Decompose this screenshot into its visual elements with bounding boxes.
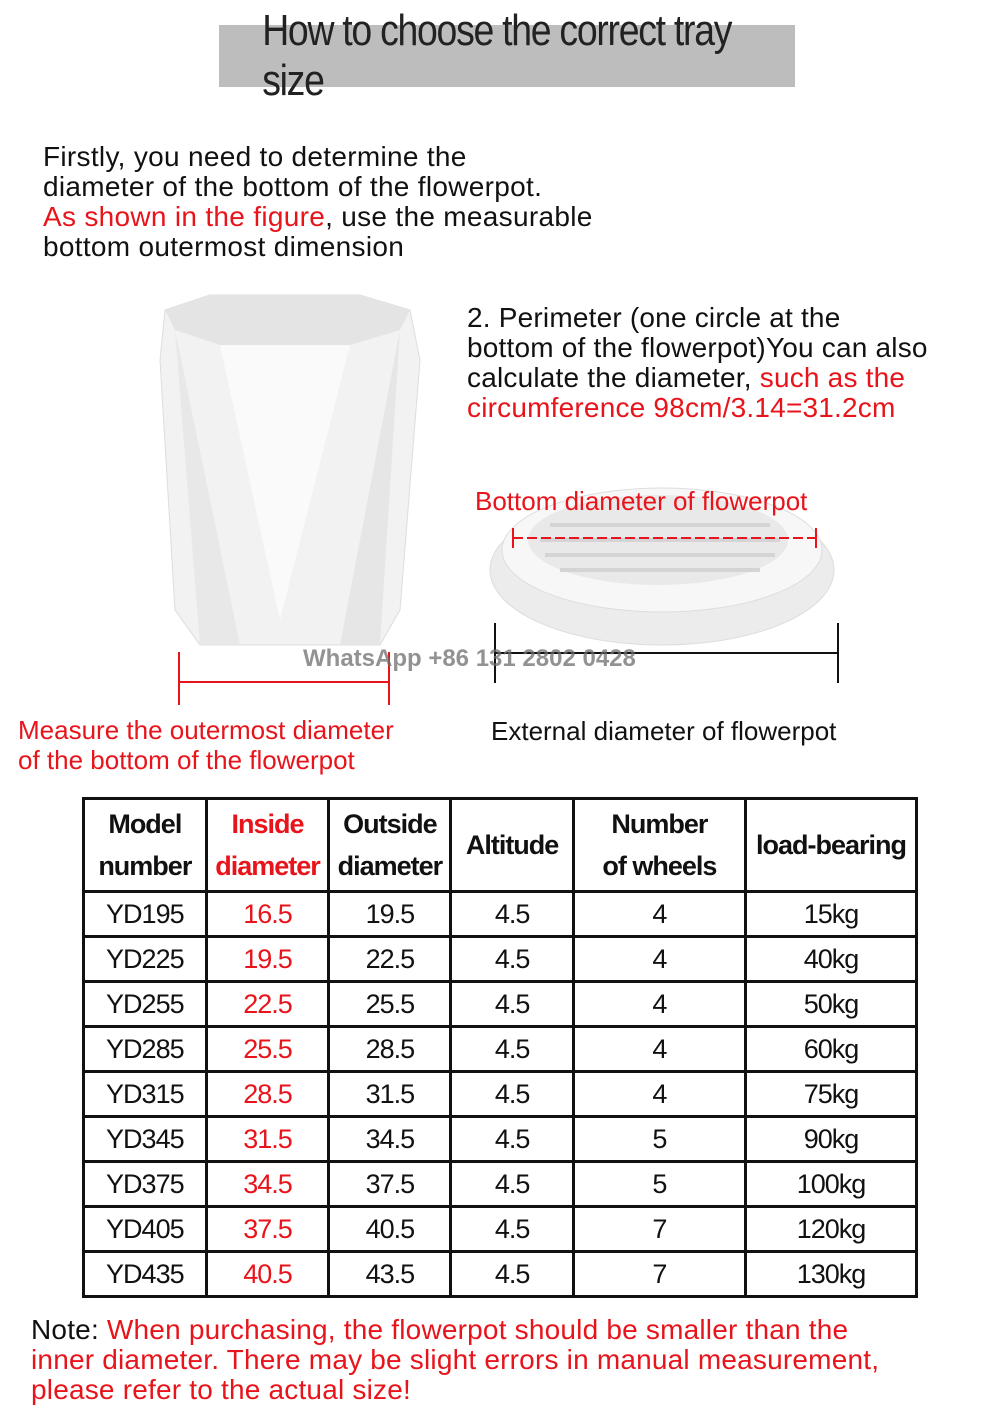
table-cell: 40.5 — [206, 1252, 329, 1297]
table-row — [84, 1252, 917, 1297]
header-inside: Inside diameter — [206, 799, 329, 892]
table-cell: 4.5 — [451, 937, 574, 982]
table-cell: 130kg — [745, 1252, 916, 1297]
table-header — [84, 799, 917, 892]
table-cell: 4 — [573, 1027, 745, 1072]
header-load: load-bearing — [745, 799, 916, 892]
table-cell: 37.5 — [206, 1207, 329, 1252]
table-row — [84, 1207, 917, 1252]
table-cell: 43.5 — [329, 1252, 451, 1297]
table-cell: 50kg — [745, 982, 916, 1027]
external-diameter-label: External diameter of flowerpot — [491, 716, 837, 746]
table-cell: 34.5 — [206, 1162, 329, 1207]
perimeter-text: 2. Perimeter (one circle at the bottom of the flowerpot)You can also calculate the diameter, such as the circumference 98cm/3.14=31.2cm — [467, 302, 928, 423]
table-cell: 4.5 — [451, 1252, 574, 1297]
table-cell: YD405 — [84, 1207, 207, 1252]
table-cell: YD375 — [84, 1162, 207, 1207]
table-cell: 4.5 — [451, 1117, 574, 1162]
table-cell: 7 — [573, 1207, 745, 1252]
table-cell: 19.5 — [206, 937, 329, 982]
table-cell: 60kg — [745, 1027, 916, 1072]
table-cell: 7 — [573, 1252, 745, 1297]
table-row — [84, 982, 917, 1027]
header-wheels: Number of wheels — [573, 799, 745, 892]
table-cell: 22.5 — [329, 937, 451, 982]
table-row — [84, 1072, 917, 1117]
table-cell: 25.5 — [329, 982, 451, 1027]
table-cell: 4.5 — [451, 982, 574, 1027]
table-cell: 75kg — [745, 1072, 916, 1117]
table-cell: 22.5 — [206, 982, 329, 1027]
bottom-diameter-label: Bottom diameter of flowerpot — [475, 486, 808, 516]
table-cell: 19.5 — [329, 892, 451, 937]
table-cell: 4.5 — [451, 892, 574, 937]
page-title: How to choose the correct tray size — [219, 25, 795, 87]
table-cell: 4.5 — [451, 1207, 574, 1252]
table-cell: 4 — [573, 1072, 745, 1117]
table-cell: 4 — [573, 937, 745, 982]
table-cell: 31.5 — [206, 1117, 329, 1162]
table-cell: YD345 — [84, 1117, 207, 1162]
table-cell: 40kg — [745, 937, 916, 982]
table-cell: 4 — [573, 982, 745, 1027]
table-row — [84, 937, 917, 982]
table-cell: 120kg — [745, 1207, 916, 1252]
table-cell: 4.5 — [451, 1027, 574, 1072]
table-row — [84, 1027, 917, 1072]
table-cell: 31.5 — [329, 1072, 451, 1117]
table-cell: 90kg — [745, 1117, 916, 1162]
table-row — [84, 1162, 917, 1207]
header-altitude: Altitude — [451, 799, 574, 892]
table-cell: 4.5 — [451, 1072, 574, 1117]
table-cell: YD285 — [84, 1027, 207, 1072]
table-cell: 28.5 — [206, 1072, 329, 1117]
table-cell: YD195 — [84, 892, 207, 937]
table-cell: 28.5 — [329, 1027, 451, 1072]
table-cell: 37.5 — [329, 1162, 451, 1207]
size-table — [82, 797, 918, 1298]
table-cell: 40.5 — [329, 1207, 451, 1252]
table-cell: 4.5 — [451, 1162, 574, 1207]
header-outside: Outside diameter — [329, 799, 451, 892]
table-cell: 34.5 — [329, 1117, 451, 1162]
watermark: WhatsApp +86 131 2802 0428 — [303, 645, 636, 672]
intro-text: Firstly, you need to determine the diameter of the bottom of the flowerpot. As shown in the figure, use the measurable bottom outermost dimension — [43, 141, 593, 262]
table-cell: YD315 — [84, 1072, 207, 1117]
table-row — [84, 892, 917, 937]
table-cell: 5 — [573, 1117, 745, 1162]
table-cell: 16.5 — [206, 892, 329, 937]
table-cell: 100kg — [745, 1162, 916, 1207]
table-cell: 5 — [573, 1162, 745, 1207]
measure-label: Measure the outermost diameter of the bottom of the flowerpot — [18, 715, 394, 775]
table-cell: 15kg — [745, 892, 916, 937]
note: Note: When purchasing, the flowerpot should be smaller than the inner diameter. There may be slight errors in manual measurement, please refer to the actual size! — [31, 1314, 880, 1405]
table-cell: YD225 — [84, 937, 207, 982]
table-cell: YD255 — [84, 982, 207, 1027]
table-row — [84, 1117, 917, 1162]
header-model: Model number — [84, 799, 207, 892]
table-cell: 25.5 — [206, 1027, 329, 1072]
table-cell: 4 — [573, 892, 745, 937]
table-cell: YD435 — [84, 1252, 207, 1297]
